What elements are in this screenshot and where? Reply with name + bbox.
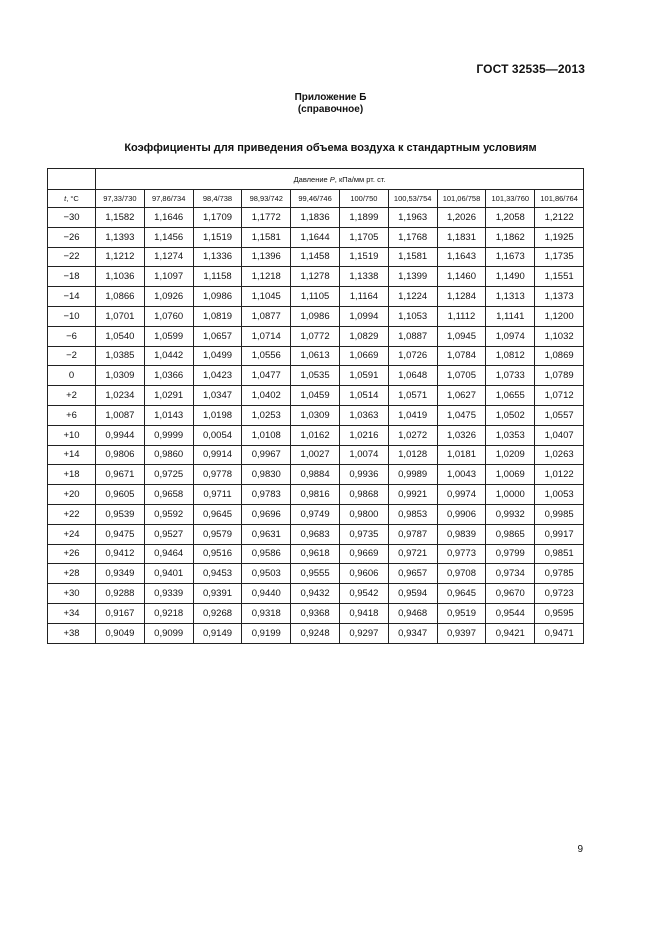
coefficient-cell: 0,9544: [486, 603, 535, 623]
coefficient-cell: 0,9696: [242, 504, 291, 524]
coefficient-cell: 1,0122: [535, 465, 584, 485]
pressure-column-header: 99,46/746: [291, 190, 340, 208]
coefficient-cell: 0,9967: [242, 445, 291, 465]
coefficient-cell: 0,9453: [193, 564, 242, 584]
coefficient-cell: 0,9800: [339, 504, 388, 524]
temperature-unit: , °C: [66, 194, 79, 203]
coefficient-cell: 0,9579: [193, 524, 242, 544]
coefficient-cell: 1,1643: [437, 247, 486, 267]
temperature-cell: 0: [48, 366, 96, 386]
coefficient-cell: 0,9944: [96, 425, 145, 445]
coefficient-cell: 0,9865: [486, 524, 535, 544]
coefficient-cell: 1,0143: [144, 405, 193, 425]
coefficient-cell: 1,1644: [291, 227, 340, 247]
coefficient-cell: 1,2122: [535, 208, 584, 228]
table-row: [48, 544, 584, 564]
coefficient-cell: 0,9853: [388, 504, 437, 524]
coefficient-cell: 1,0657: [193, 326, 242, 346]
coefficient-cell: 1,0198: [193, 405, 242, 425]
coefficient-cell: 1,0309: [96, 366, 145, 386]
coefficient-cell: 1,1735: [535, 247, 584, 267]
coefficient-cell: 1,0162: [291, 425, 340, 445]
coefficient-cell: 0,9735: [339, 524, 388, 544]
coefficient-cell: 1,0347: [193, 386, 242, 406]
coefficient-cell: 1,0986: [193, 287, 242, 307]
coefficient-cell: 1,1158: [193, 267, 242, 287]
coefficient-cell: 1,0712: [535, 386, 584, 406]
coefficient-cell: 1,1831: [437, 227, 486, 247]
coefficient-cell: 1,1581: [388, 247, 437, 267]
coefficient-cell: 0,9917: [535, 524, 584, 544]
coefficient-cell: 1,0669: [339, 346, 388, 366]
coefficient-cell: 0,9218: [144, 603, 193, 623]
coefficient-cell: 1,0477: [242, 366, 291, 386]
coefficient-cell: 1,0705: [437, 366, 486, 386]
coefficient-cell: 0,9349: [96, 564, 145, 584]
coefficient-cell: 0,9468: [388, 603, 437, 623]
temperature-cell: −22: [48, 247, 96, 267]
coefficient-cell: 1,0363: [339, 405, 388, 425]
coefficient-cell: 1,1399: [388, 267, 437, 287]
coefficient-cell: 0,9339: [144, 584, 193, 604]
coefficient-cell: 0,9318: [242, 603, 291, 623]
temperature-cell: −10: [48, 306, 96, 326]
temperature-cell: +14: [48, 445, 96, 465]
coefficient-cell: 1,1396: [242, 247, 291, 267]
coefficient-cell: 0,9555: [291, 564, 340, 584]
coefficient-cell: 0,9401: [144, 564, 193, 584]
coefficient-cell: 0,9418: [339, 603, 388, 623]
coefficient-cell: 1,0974: [486, 326, 535, 346]
coefficient-cell: 1,1164: [339, 287, 388, 307]
coefficient-cell: 1,1836: [291, 208, 340, 228]
coefficient-cell: 0,9421: [486, 623, 535, 643]
coefficient-cell: 0,9595: [535, 603, 584, 623]
temperature-cell: −6: [48, 326, 96, 346]
coefficient-cell: 1,1519: [339, 247, 388, 267]
coefficient-cell: 0,9860: [144, 445, 193, 465]
coefficient-cell: 1,0784: [437, 346, 486, 366]
coefficient-cell: 1,0599: [144, 326, 193, 346]
table-row: [48, 504, 584, 524]
table-row: [48, 465, 584, 485]
coefficient-cell: 0,9830: [242, 465, 291, 485]
coefficient-cell: 0,9268: [193, 603, 242, 623]
pressure-column-header: 101,86/764: [535, 190, 584, 208]
coefficient-cell: 1,1053: [388, 306, 437, 326]
coefficient-cell: 1,0557: [535, 405, 584, 425]
coefficient-cell: 1,0181: [437, 445, 486, 465]
coefficient-cell: 1,1458: [291, 247, 340, 267]
coefficient-cell: 0,9723: [535, 584, 584, 604]
table-row: [48, 267, 584, 287]
coefficient-cell: 0,9471: [535, 623, 584, 643]
coefficient-cell: 1,1551: [535, 267, 584, 287]
table-row: [48, 603, 584, 623]
coefficient-cell: 0,9670: [486, 584, 535, 604]
temperature-cell: −2: [48, 346, 96, 366]
coefficient-cell: 1,0366: [144, 366, 193, 386]
coefficient-cell: 1,1224: [388, 287, 437, 307]
table-row: [48, 425, 584, 445]
coefficient-cell: 1,0087: [96, 405, 145, 425]
page-number: 9: [577, 844, 583, 855]
coefficient-cell: 0,9440: [242, 584, 291, 604]
pressure-column-header: 97,33/730: [96, 190, 145, 208]
coefficient-cell: 1,1925: [535, 227, 584, 247]
table-row: [48, 247, 584, 267]
table-row: [48, 584, 584, 604]
coefficient-cell: 1,0648: [388, 366, 437, 386]
coefficient-cell: 1,1097: [144, 267, 193, 287]
coefficient-cell: 0,9868: [339, 485, 388, 505]
coefficient-cell: 1,1772: [242, 208, 291, 228]
coefficient-cell: 0,9839: [437, 524, 486, 544]
coefficient-cell: 1,0263: [535, 445, 584, 465]
coefficient-cell: 1,1519: [193, 227, 242, 247]
coefficient-cell: 0,9785: [535, 564, 584, 584]
coefficient-cell: 1,1218: [242, 267, 291, 287]
coefficient-cell: 0,9989: [388, 465, 437, 485]
coefficient-cell: 1,1313: [486, 287, 535, 307]
coefficient-cell: 1,0789: [535, 366, 584, 386]
appendix-subtitle: (справочное): [297, 104, 364, 115]
table-row: [48, 386, 584, 406]
coefficient-cell: 0,9099: [144, 623, 193, 643]
coefficient-cell: 0,9527: [144, 524, 193, 544]
coefficient-cell: 0,9347: [388, 623, 437, 643]
coefficient-cell: 1,1862: [486, 227, 535, 247]
coefficient-cell: 0,9516: [193, 544, 242, 564]
pressure-column-header: 98,93/742: [242, 190, 291, 208]
coefficient-cell: 1,0514: [339, 386, 388, 406]
coefficient-cell: 1,0291: [144, 386, 193, 406]
coefficient-cell: 1,0627: [437, 386, 486, 406]
coefficient-cell: 0,9645: [437, 584, 486, 604]
coefficient-cell: 0,9542: [339, 584, 388, 604]
table-row: [48, 485, 584, 505]
coefficient-cell: 1,1278: [291, 267, 340, 287]
coefficient-cell: 1,0499: [193, 346, 242, 366]
coefficient-cell: 0,9397: [437, 623, 486, 643]
coefficient-cell: 1,0887: [388, 326, 437, 346]
temperature-cell: +38: [48, 623, 96, 643]
coefficient-cell: 1,0655: [486, 386, 535, 406]
coefficient-cell: 1,1646: [144, 208, 193, 228]
temperature-header: [48, 190, 96, 208]
coefficient-cell: 0,9657: [388, 564, 437, 584]
table-row: [48, 346, 584, 366]
coefficient-cell: 1,0819: [193, 306, 242, 326]
table-row: [48, 227, 584, 247]
coefficient-cell: 0,9708: [437, 564, 486, 584]
coefficient-cell: 1,1045: [242, 287, 291, 307]
coefficient-cell: 1,0812: [486, 346, 535, 366]
temperature-cell: −26: [48, 227, 96, 247]
coefficient-cell: 1,0591: [339, 366, 388, 386]
appendix-heading: [0, 92, 661, 116]
temperature-cell: +30: [48, 584, 96, 604]
coefficient-cell: 0,9906: [437, 504, 486, 524]
temperature-cell: +6: [48, 405, 96, 425]
coefficient-cell: 0,9711: [193, 485, 242, 505]
coefficient-cell: 1,1141: [486, 306, 535, 326]
coefficient-cell: 0,9167: [96, 603, 145, 623]
coefficient-cell: 1,1899: [339, 208, 388, 228]
coefficient-cell: 1,1338: [339, 267, 388, 287]
temperature-cell: +22: [48, 504, 96, 524]
pressure-column-header: 98,4/738: [193, 190, 242, 208]
coefficient-cell: 1,1490: [486, 267, 535, 287]
coefficient-cell: 0,9974: [437, 485, 486, 505]
coefficient-cell: 1,1456: [144, 227, 193, 247]
coefficient-cell: 0,9669: [339, 544, 388, 564]
coefficient-cell: 0,9773: [437, 544, 486, 564]
coefficient-cell: 0,9605: [96, 485, 145, 505]
coefficient-cell: 1,1112: [437, 306, 486, 326]
coefficient-cell: 1,0108: [242, 425, 291, 445]
standard-code: ГОСТ 32535—2013: [476, 62, 585, 76]
coefficient-cell: 1,1200: [535, 306, 584, 326]
coefficient-cell: 0,9683: [291, 524, 340, 544]
coefficient-cell: 1,0074: [339, 445, 388, 465]
coefficient-cell: 1,1336: [193, 247, 242, 267]
coefficient-cell: 0,9391: [193, 584, 242, 604]
table-row: [48, 405, 584, 425]
coefficient-cell: 0,9721: [388, 544, 437, 564]
coefficient-cell: 0,9816: [291, 485, 340, 505]
coefficient-cell: 1,0442: [144, 346, 193, 366]
coefficient-cell: 1,0535: [291, 366, 340, 386]
coefficient-cell: 1,1032: [535, 326, 584, 346]
coefficient-cell: 1,1768: [388, 227, 437, 247]
coefficient-cell: 0,9806: [96, 445, 145, 465]
coefficient-cell: 0,9999: [144, 425, 193, 445]
coefficient-cell: 0,9475: [96, 524, 145, 544]
coefficient-cell: 1,0994: [339, 306, 388, 326]
pressure-column-header: 97,86/734: [144, 190, 193, 208]
coefficient-cell: 0,9936: [339, 465, 388, 485]
coefficient-cell: 0,9586: [242, 544, 291, 564]
coefficient-cell: 1,0866: [96, 287, 145, 307]
coefficient-cell: 1,0423: [193, 366, 242, 386]
coefficient-cell: 1,0733: [486, 366, 535, 386]
coefficient-cell: 1,0869: [535, 346, 584, 366]
coefficient-cell: 1,0043: [437, 465, 486, 485]
coefficient-cell: 1,0556: [242, 346, 291, 366]
coefficient-cell: 0,9503: [242, 564, 291, 584]
coefficient-cell: 1,0459: [291, 386, 340, 406]
coefficient-cell: 1,0714: [242, 326, 291, 346]
coefficient-cell: 1,0027: [291, 445, 340, 465]
coefficient-cell: 0,9539: [96, 504, 145, 524]
coefficient-cell: 1,0053: [535, 485, 584, 505]
coefficient-cell: 0,9592: [144, 504, 193, 524]
coefficient-cell: 0,9519: [437, 603, 486, 623]
pressure-symbol: P: [329, 174, 335, 184]
coefficient-cell: 0,9594: [388, 584, 437, 604]
coefficient-cell: 1,0309: [291, 405, 340, 425]
pressure-column-header: 101,06/758: [437, 190, 486, 208]
coefficient-cell: 0,9914: [193, 445, 242, 465]
coefficient-cell: 1,0945: [437, 326, 486, 346]
coefficient-cell: 0,9787: [388, 524, 437, 544]
column-header-row: [48, 190, 584, 208]
coefficient-cell: 1,0502: [486, 405, 535, 425]
temperature-cell: +10: [48, 425, 96, 445]
coefficient-cell: 1,0407: [535, 425, 584, 445]
coefficient-cell: 1,0326: [437, 425, 486, 445]
table-row: [48, 326, 584, 346]
coefficient-cell: 0,9671: [96, 465, 145, 485]
coefficient-cell: 1,0829: [339, 326, 388, 346]
coefficient-cell: 1,0475: [437, 405, 486, 425]
table-row: [48, 445, 584, 465]
coefficient-cell: 0,9606: [339, 564, 388, 584]
coefficient-cell: 1,0926: [144, 287, 193, 307]
temperature-cell: −30: [48, 208, 96, 228]
coefficient-cell: 1,1393: [96, 227, 145, 247]
coefficient-cell: 0,9149: [193, 623, 242, 643]
temperature-cell: +20: [48, 485, 96, 505]
coefficient-cell: 1,0402: [242, 386, 291, 406]
coefficient-cell: 0,9618: [291, 544, 340, 564]
pressure-column-header: 100,53/754: [388, 190, 437, 208]
coefficient-cell: 0,9749: [291, 504, 340, 524]
coefficient-cell: 1,0000: [486, 485, 535, 505]
table-row: [48, 208, 584, 228]
coefficient-cell: 0,9432: [291, 584, 340, 604]
temperature-symbol: t: [64, 194, 67, 203]
coefficient-cell: 1,1460: [437, 267, 486, 287]
coefficient-cell: 1,1373: [535, 287, 584, 307]
temperature-cell: +34: [48, 603, 96, 623]
coefficient-cell: 1,1212: [96, 247, 145, 267]
coefficient-cell: 1,0234: [96, 386, 145, 406]
coefficient-cell: 1,1105: [291, 287, 340, 307]
corner-cell: [48, 169, 96, 190]
coefficient-cell: 1,0701: [96, 306, 145, 326]
coefficient-cell: 1,1705: [339, 227, 388, 247]
coefficient-cell: 0,9297: [339, 623, 388, 643]
coefficient-cell: 0,9799: [486, 544, 535, 564]
table-row: [48, 623, 584, 643]
coefficient-cell: 1,1709: [193, 208, 242, 228]
coefficient-cell: 0,9368: [291, 603, 340, 623]
coefficient-cell: 1,1284: [437, 287, 486, 307]
coefficient-cell: 1,0877: [242, 306, 291, 326]
coefficient-cell: 0,9725: [144, 465, 193, 485]
temperature-cell: −14: [48, 287, 96, 307]
coefficient-cell: 1,0772: [291, 326, 340, 346]
coefficient-cell: 0,9199: [242, 623, 291, 643]
temperature-cell: +24: [48, 524, 96, 544]
coefficient-cell: 0,9851: [535, 544, 584, 564]
table-row: [48, 366, 584, 386]
coefficient-cell: 0,9921: [388, 485, 437, 505]
coefficient-cell: 0,9783: [242, 485, 291, 505]
coefficient-cell: 0,9985: [535, 504, 584, 524]
coefficient-cell: 0,9049: [96, 623, 145, 643]
pressure-caption-suffix: , кПа/мм рт. ст.: [334, 174, 386, 184]
pressure-column-header: 100/750: [339, 190, 388, 208]
coefficient-cell: 0,9248: [291, 623, 340, 643]
coefficient-cell: 1,0353: [486, 425, 535, 445]
pressure-caption: [96, 169, 584, 190]
temperature-cell: +26: [48, 544, 96, 564]
table-title: Коэффициенты для приведения объема воздуха к стандартным условиям: [124, 142, 537, 154]
coefficient-cell: 0,9778: [193, 465, 242, 485]
coefficient-cell: 1,0540: [96, 326, 145, 346]
coefficient-cell: 0,9412: [96, 544, 145, 564]
coefficient-cell: 0,9631: [242, 524, 291, 544]
coefficient-cell: 1,0272: [388, 425, 437, 445]
table-row: [48, 306, 584, 326]
table-row: [48, 564, 584, 584]
temperature-cell: −18: [48, 267, 96, 287]
coefficient-cell: 1,1673: [486, 247, 535, 267]
coefficient-cell: 0,9658: [144, 485, 193, 505]
coefficient-cell: 0,0054: [193, 425, 242, 445]
coefficient-table: [47, 168, 584, 644]
coefficient-cell: 1,0209: [486, 445, 535, 465]
coefficient-cell: 1,0216: [339, 425, 388, 445]
coefficient-cell: 1,0069: [486, 465, 535, 485]
coefficient-cell: 0,9932: [486, 504, 535, 524]
coefficient-cell: 1,1582: [96, 208, 145, 228]
coefficient-cell: 1,2058: [486, 208, 535, 228]
coefficient-cell: 1,0419: [388, 405, 437, 425]
coefficient-cell: 0,9734: [486, 564, 535, 584]
coefficient-cell: 0,9645: [193, 504, 242, 524]
coefficient-cell: 1,0571: [388, 386, 437, 406]
table-row: [48, 287, 584, 307]
coefficient-cell: 0,9884: [291, 465, 340, 485]
coefficient-cell: 1,0726: [388, 346, 437, 366]
coefficient-cell: 1,0253: [242, 405, 291, 425]
coefficient-cell: 1,1581: [242, 227, 291, 247]
coefficient-cell: 0,9464: [144, 544, 193, 564]
coefficient-cell: 1,1036: [96, 267, 145, 287]
coefficient-cell: 1,2026: [437, 208, 486, 228]
coefficient-cell: 1,0128: [388, 445, 437, 465]
coefficient-cell: 0,9288: [96, 584, 145, 604]
coefficient-cell: 1,0385: [96, 346, 145, 366]
pressure-column-header: 101,33/760: [486, 190, 535, 208]
table-row: [48, 524, 584, 544]
coefficient-cell: 1,1274: [144, 247, 193, 267]
appendix-title: Приложение Б: [294, 92, 367, 103]
coefficient-cell: 1,0986: [291, 306, 340, 326]
coefficient-cell: 1,1963: [388, 208, 437, 228]
temperature-cell: +28: [48, 564, 96, 584]
temperature-cell: +2: [48, 386, 96, 406]
coefficient-cell: 1,0613: [291, 346, 340, 366]
coefficient-cell: 1,0760: [144, 306, 193, 326]
pressure-caption-prefix: Давление: [293, 174, 330, 184]
table-body: [48, 208, 584, 644]
temperature-cell: +18: [48, 465, 96, 485]
